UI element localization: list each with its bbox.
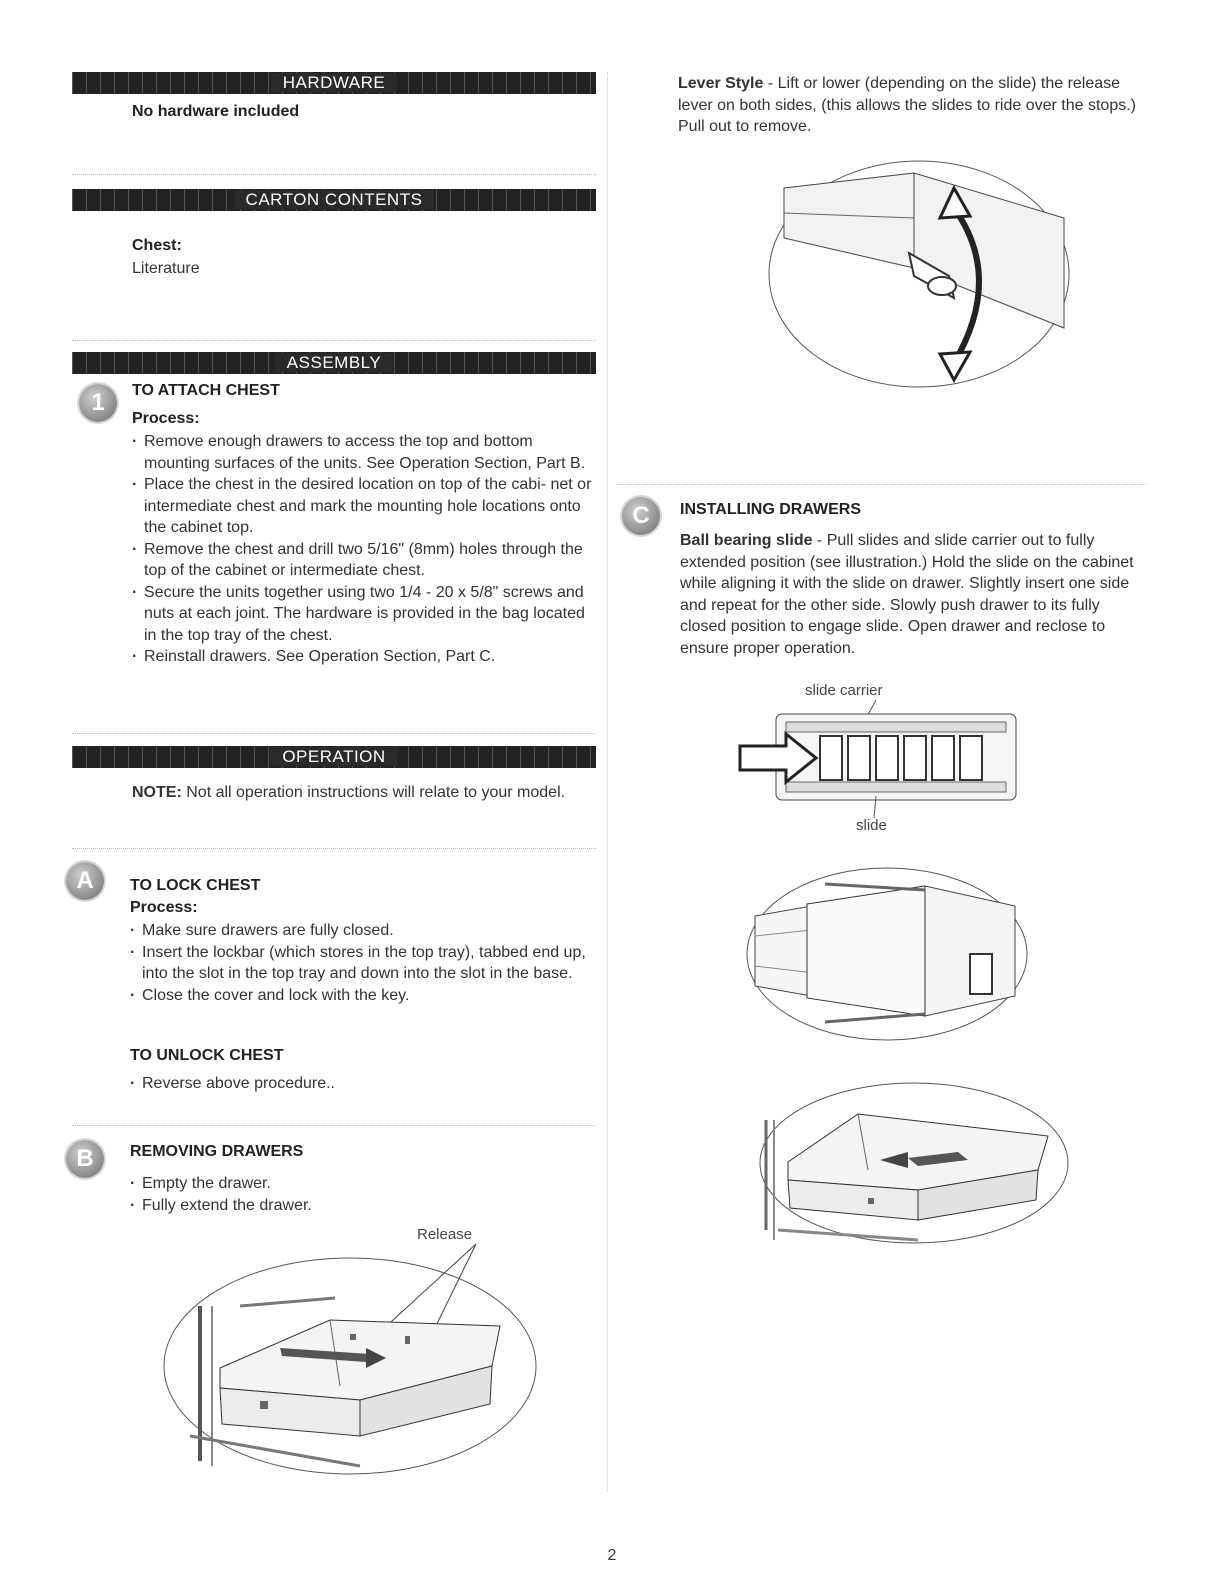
drawer-install-illustration xyxy=(758,1080,1070,1246)
carton-banner xyxy=(72,189,596,211)
note-label: NOTE: xyxy=(132,784,182,801)
carton-banner-text: CARTON CONTENTS xyxy=(234,190,435,209)
operation-note xyxy=(132,782,572,804)
installing-drawers-title: INSTALLING DRAWERS xyxy=(680,501,862,518)
process-label: Process: xyxy=(132,410,200,427)
assembly-banner-text: ASSEMBLY xyxy=(275,353,393,372)
note-text: Not all operation instructions will relate to your model. xyxy=(186,784,566,801)
list-item: · Remove enough drawers to access the top and bottom mounting surfaces of the units. See Operation Section, Part B. xyxy=(132,431,592,474)
step-c-badge: C xyxy=(622,497,660,535)
removing-steps xyxy=(130,1173,592,1216)
operation-banner-text: OPERATION xyxy=(270,747,397,766)
step-a-badge: A xyxy=(66,862,104,900)
slide-closeup-illustration xyxy=(745,866,1030,1042)
list-item: · Fully extend the drawer. xyxy=(130,1195,592,1217)
drawer-removal-illustration xyxy=(160,1236,540,1476)
attach-chest-title: TO ATTACH CHEST xyxy=(132,382,280,399)
lock-chest-title: TO LOCK CHEST xyxy=(130,877,261,894)
hardware-banner-text: HARDWARE xyxy=(271,73,398,92)
carton-item: Literature xyxy=(132,260,200,277)
list-item: · Insert the lockbar (which stores in the top tray), tabbed end up, into the slot in the top tray and down into the slot in the base. xyxy=(130,942,592,985)
lever-style-label: Lever Style xyxy=(678,75,764,92)
removing-drawers-title: REMOVING DRAWERS xyxy=(130,1143,304,1160)
list-item: · Secure the units together using two 1/4 - 20 x 5/8" screws and nuts at each joint. The hardware is provided in the bag located in the top tray of the chest. xyxy=(132,582,592,647)
assembly-banner xyxy=(72,352,596,374)
lever-release-illustration xyxy=(764,158,1074,390)
lock-steps xyxy=(130,920,592,1006)
lever-style-paragraph xyxy=(678,73,1148,138)
assembly-steps xyxy=(132,431,592,668)
installing-text: - Pull slides and slide carrier out to fully extended position (see illustration.) Hold the slide on the cabinet while aligning it with the slide on drawer. Slightly insert one side and repeat for the other side. Slowly push drawer to its fully closed position to engage slide. Open drawer and reclose to ensure proper operation. xyxy=(680,532,1134,657)
slide-carrier-illustration xyxy=(736,700,1026,820)
lever-style-text: - Lift or lower (depending on the slide) the release lever on both sides, (this allows the slides to ride over the stops.) Pull out to remove. xyxy=(678,75,1136,135)
ball-bearing-label: Ball bearing slide xyxy=(680,532,813,549)
slide-carrier-label: slide carrier xyxy=(805,682,883,699)
divider xyxy=(618,484,1146,485)
process-label: Process: xyxy=(130,899,198,916)
release-label: Release xyxy=(417,1226,473,1243)
column-divider xyxy=(607,72,608,1492)
list-item: · Remove the chest and drill two 5/16" (8mm) holes through the top of the cabinet or intermediate chest. xyxy=(132,539,592,582)
chest-label: Chest: xyxy=(132,237,182,254)
divider xyxy=(72,848,596,849)
step-1-badge: 1 xyxy=(79,384,117,422)
divider xyxy=(72,340,596,341)
operation-banner xyxy=(72,746,596,768)
list-item: · Empty the drawer. xyxy=(130,1173,592,1195)
divider xyxy=(72,174,596,175)
hardware-banner xyxy=(72,72,596,94)
installing-paragraph xyxy=(680,530,1148,659)
step-b-badge: B xyxy=(66,1140,104,1178)
slide-label: slide xyxy=(856,817,887,834)
unlock-steps xyxy=(130,1073,592,1095)
hardware-text: No hardware included xyxy=(132,103,300,120)
divider xyxy=(72,1125,596,1126)
list-item: · Reverse above procedure.. xyxy=(130,1073,592,1095)
list-item: · Make sure drawers are fully closed. xyxy=(130,920,592,942)
page-number: 2 xyxy=(607,1547,617,1564)
list-item: · Close the cover and lock with the key. xyxy=(130,985,592,1007)
divider xyxy=(72,733,596,734)
list-item: · Reinstall drawers. See Operation Section, Part C. xyxy=(132,646,592,668)
list-item: · Place the chest in the desired location on top of the cabi- net or intermediate chest and mark the mounting hole locations onto the cabinet top. xyxy=(132,474,592,539)
unlock-chest-title: TO UNLOCK CHEST xyxy=(130,1047,284,1064)
